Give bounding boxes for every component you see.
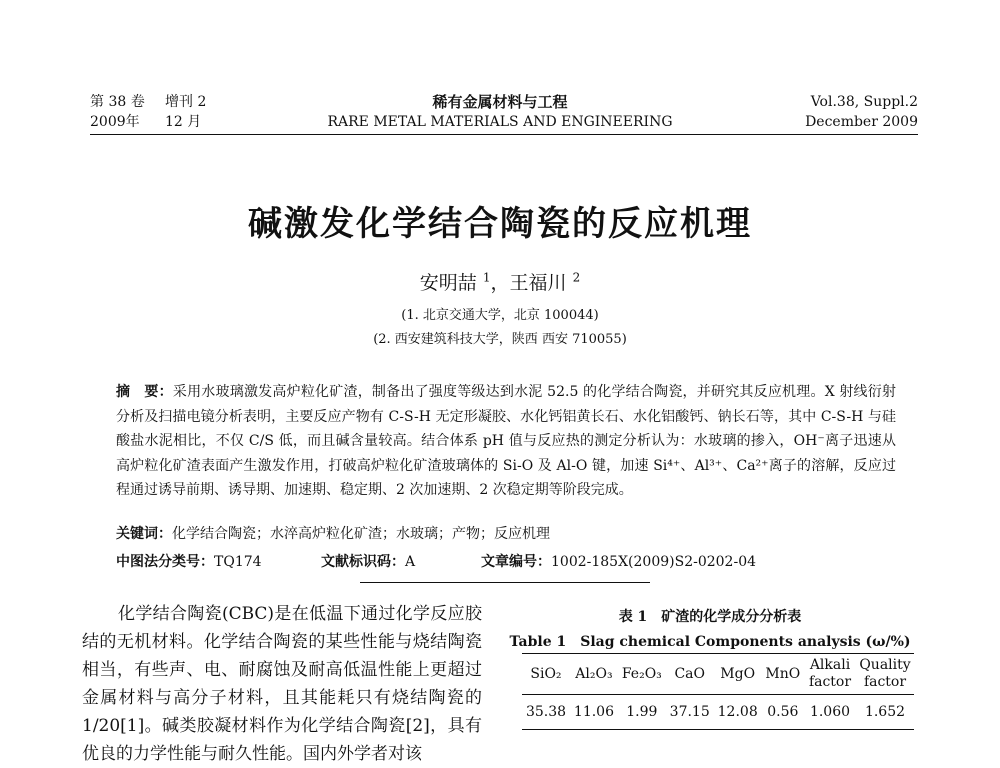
section-rule <box>360 582 650 583</box>
cell-sio2: 35.38 <box>525 704 567 720</box>
classification-row <box>116 551 896 571</box>
col-cao: CaO <box>674 665 705 682</box>
date-en: December 2009 <box>805 114 918 130</box>
table-header-row <box>522 654 914 695</box>
table-caption-cn: 表 1 矿渣的化学成分分析表 <box>618 609 802 625</box>
cell-al2o3: 11.06 <box>573 704 614 720</box>
author-2: 王福川 <box>509 272 567 294</box>
cell-alkali-factor: 1.060 <box>809 704 851 720</box>
affiliation-1: (1. 北京交通大学，北京 100044) <box>401 308 599 323</box>
author-1: 安明喆 <box>419 272 477 294</box>
body-paragraph: 化学结合陶瓷(CBC)是在低温下通过化学反应胶结的无机材料。化学结合陶瓷的某些性能与烧结陶瓷相当，有些声、电、耐腐蚀及耐高低温性能上更超过金属材料与高分子材料，且其能耗只有烧结陶瓷的 1/20[1]。碱类胶凝材料作为化学结合陶瓷[2]，具有优良的力学性能与耐久性能。国内外学者对该 <box>82 604 482 764</box>
cell-fe2o3: 1.99 <box>626 704 658 720</box>
abstract-text: 采用水玻璃激发高炉粒化矿渣，制备出了强度等级达到水泥 52.5 的化学结合陶瓷，并研究其反应机理。X 射线衍射分析及扫描电镜分析表明，主要反应产物有 C-S-H 无定形凝胶、水化钙铝黄长石、水化铝酸钙、钠长石等，其中 C-S-H 与硅酸盐水泥相比，不仅 C/S 低，而且碱含量较高。结合体系 pH 值与反应热的测定分析认为：水玻璃的掺入，OH⁻离子迅速从高炉粒化矿渣表面产生激发作用，打破高炉粒化矿渣玻璃体的 Si-O 及 Al-O 键，加速 Si⁴⁺、Al³⁺、Ca²⁺离子的溶解，反应过程通过诱导前期、诱导期、加速期、稳定期、2 次加速期、2 次稳定期等阶段完成。 <box>116 384 896 498</box>
keywords-text: 化学结合陶瓷；水淬高炉粒化矿渣；水玻璃；产物；反应机理 <box>172 526 550 542</box>
abstract-label: 摘 要： <box>116 384 173 400</box>
abstract <box>116 380 896 503</box>
col-quality-factor: Quality factor <box>859 657 911 690</box>
article-number-label: 文章编号： <box>481 554 551 570</box>
year: 2009年 <box>90 114 140 130</box>
cell-mgo: 12.08 <box>717 704 758 720</box>
affiliation-2: (2. 西安建筑科技大学，陕西 西安 710055) <box>373 332 627 347</box>
volume: 第 38 卷 <box>90 94 145 110</box>
clc-label: 中图法分类号： <box>116 554 214 570</box>
keywords <box>116 523 896 543</box>
month: 12 月 <box>165 114 202 130</box>
author-list <box>0 268 1000 295</box>
col-mgo: MgO <box>720 665 756 682</box>
col-alkali-factor: Alkali factor <box>808 657 852 690</box>
slag-composition-table <box>522 653 914 730</box>
journal-name-cn: 稀有金属材料与工程 <box>432 93 568 111</box>
doc-code-value: A <box>405 554 416 570</box>
author-2-affil: 2 <box>572 270 581 285</box>
article-number-value: 1002-185X(2009)S2-0202-04 <box>551 554 757 570</box>
header-rule <box>90 134 918 135</box>
journal-name-en: RARE METAL MATERIALS AND ENGINEERING <box>327 114 673 130</box>
col-fe2o3: Fe₂O₃ <box>621 665 662 682</box>
header-right <box>805 92 918 132</box>
table-row <box>522 695 914 730</box>
author-1-affil: 1 <box>482 270 491 285</box>
clc-value: TQ174 <box>214 554 262 570</box>
table-caption-en: Table 1 Slag chemical Components analysis (ω/%) <box>509 634 911 650</box>
col-al2o3: Al₂O₃ <box>575 665 613 682</box>
author-separator: ， <box>490 272 510 294</box>
keywords-label: 关键词： <box>116 526 172 542</box>
cell-quality-factor: 1.652 <box>864 704 906 720</box>
volume-en: Vol.38, Suppl.2 <box>810 94 918 110</box>
cell-mno: 0.56 <box>767 704 799 720</box>
col-mno: MnO <box>765 665 801 682</box>
cell-cao: 37.15 <box>669 704 710 720</box>
issue: 增刊 2 <box>165 94 207 110</box>
paper-title: 碱激发化学结合陶瓷的反应机理 <box>248 204 752 244</box>
doc-code-label: 文献标识码： <box>321 554 405 570</box>
col-sio2: SiO₂ <box>530 665 562 682</box>
